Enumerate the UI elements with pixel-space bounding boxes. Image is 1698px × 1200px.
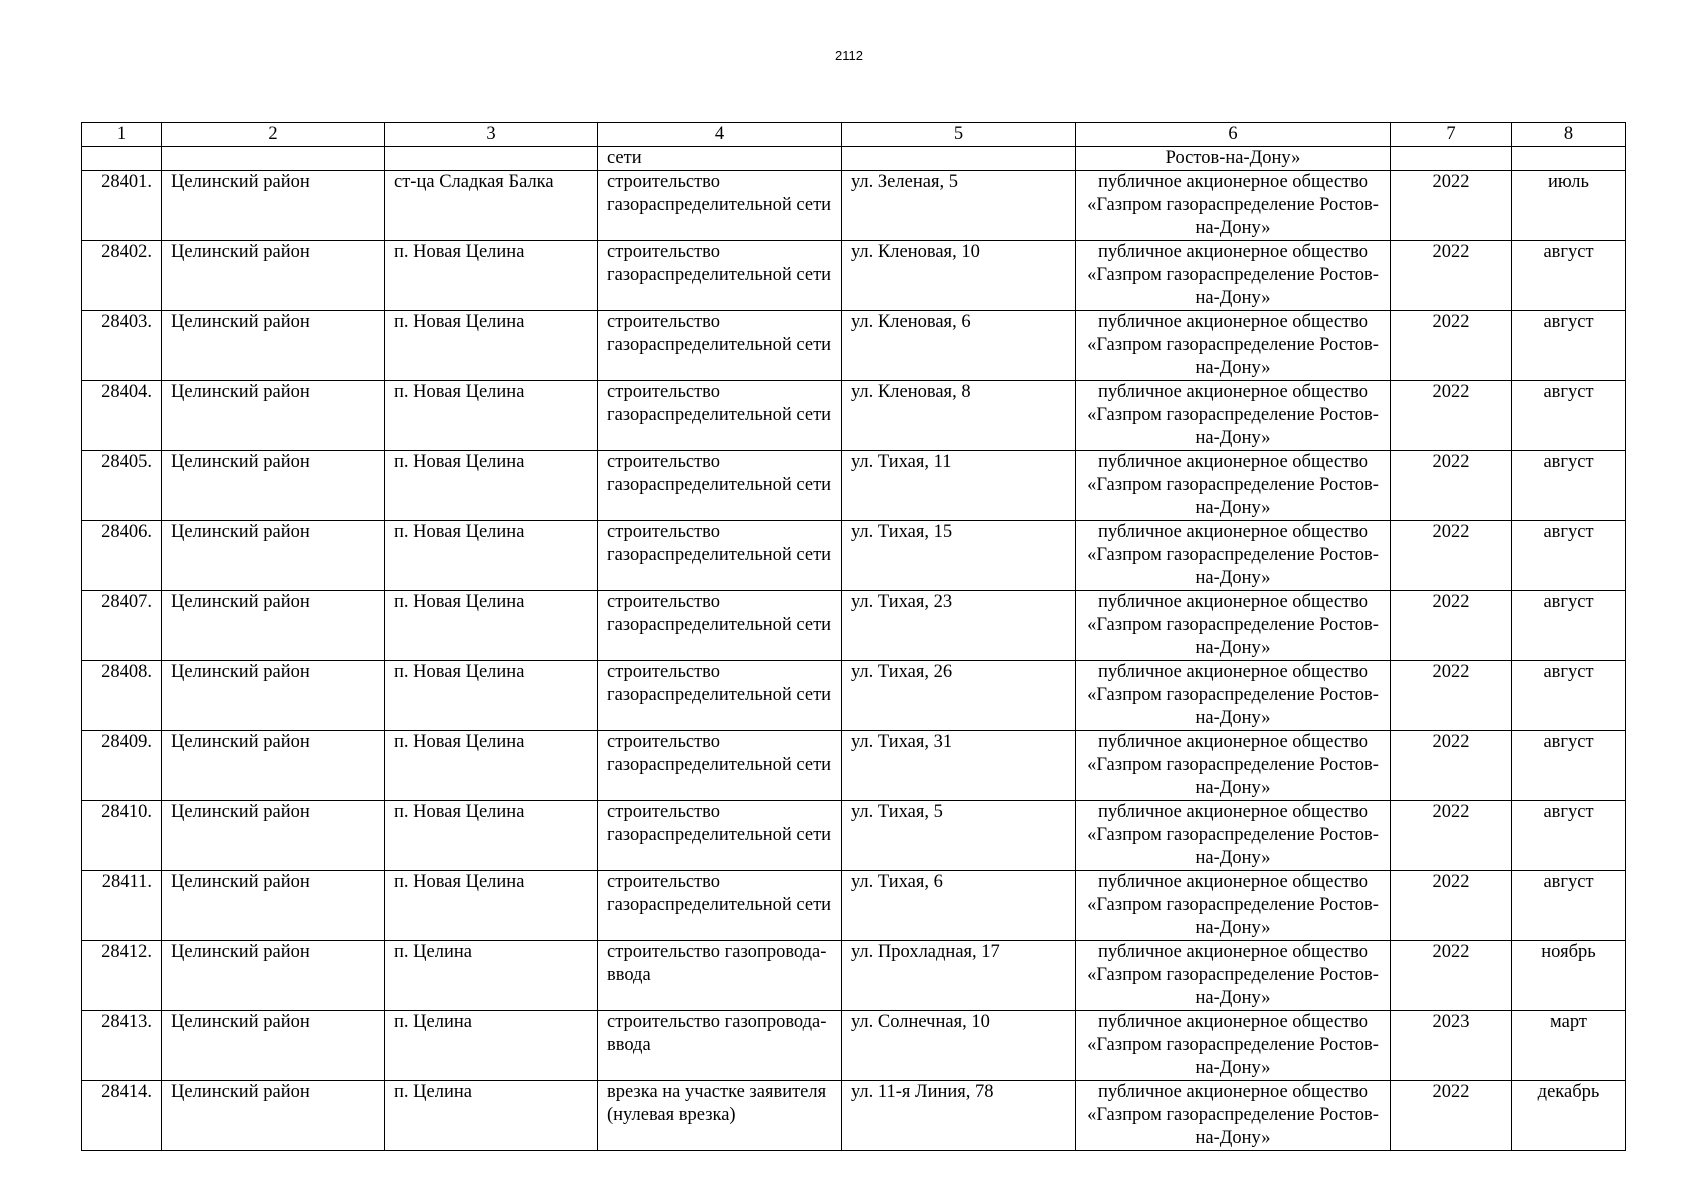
address-cell: ул. Тихая, 15: [842, 521, 1076, 591]
table-row: [82, 1081, 1626, 1151]
header-cell: 3: [385, 123, 598, 147]
work-type-cell: строительство газораспределительной сети: [598, 171, 842, 241]
settlement-cell: п. Новая Целина: [385, 871, 598, 941]
month-cell: август: [1512, 661, 1626, 731]
month-cell: август: [1512, 871, 1626, 941]
settlement-cell: п. Новая Целина: [385, 801, 598, 871]
month-cell: август: [1512, 241, 1626, 311]
organization-cell: публичное акционерное общество «Газпром газораспределение Ростов-на-Дону»: [1076, 1081, 1391, 1151]
district-cell: Целинский район: [162, 521, 385, 591]
organization-cell: публичное акционерное общество «Газпром газораспределение Ростов-на-Дону»: [1076, 801, 1391, 871]
header-cell: 1: [82, 123, 162, 147]
settlement-cell: п. Новая Целина: [385, 731, 598, 801]
header-cell: 2: [162, 123, 385, 147]
address-cell: ул. Тихая, 11: [842, 451, 1076, 521]
table-row: [82, 381, 1626, 451]
table-row: [82, 171, 1626, 241]
address-cell: ул. Тихая, 5: [842, 801, 1076, 871]
row-number-cell: 28407.: [82, 591, 162, 661]
row-number-cell: 28408.: [82, 661, 162, 731]
address-cell: ул. Зеленая, 5: [842, 171, 1076, 241]
organization-cell: публичное акционерное общество «Газпром газораспределение Ростов-на-Дону»: [1076, 241, 1391, 311]
table-row: [82, 731, 1626, 801]
organization-cell: публичное акционерное общество «Газпром газораспределение Ростов-на-Дону»: [1076, 451, 1391, 521]
year-cell: 2022: [1391, 171, 1512, 241]
year-cell: 2022: [1391, 1081, 1512, 1151]
work-type-cell: строительство газораспределительной сети: [598, 591, 842, 661]
month-cell: август: [1512, 731, 1626, 801]
year-cell: 2022: [1391, 941, 1512, 1011]
address-cell: ул. Тихая, 26: [842, 661, 1076, 731]
work-type-cell: строительство газораспределительной сети: [598, 521, 842, 591]
month-cell: август: [1512, 591, 1626, 661]
organization-cell: публичное акционерное общество «Газпром газораспределение Ростов-на-Дону»: [1076, 941, 1391, 1011]
address-cell: ул. Тихая, 31: [842, 731, 1076, 801]
table-row: [82, 591, 1626, 661]
continuation-row: [82, 147, 1626, 171]
table-row: [82, 801, 1626, 871]
organization-cell: публичное акционерное общество «Газпром газораспределение Ростов-на-Дону»: [1076, 1011, 1391, 1081]
district-cell: Целинский район: [162, 381, 385, 451]
empty-cell: [1391, 147, 1512, 171]
page-number: 2112: [835, 48, 863, 63]
work-type-cell: строительство газораспределительной сети: [598, 731, 842, 801]
table-row: [82, 1011, 1626, 1081]
organization-cell: публичное акционерное общество «Газпром газораспределение Ростов-на-Дону»: [1076, 731, 1391, 801]
row-number-cell: 28403.: [82, 311, 162, 381]
month-cell: июль: [1512, 171, 1626, 241]
header-cell: 6: [1076, 123, 1391, 147]
settlement-cell: п. Новая Целина: [385, 311, 598, 381]
address-cell: ул. Тихая, 23: [842, 591, 1076, 661]
header-cell: 5: [842, 123, 1076, 147]
header-cell: 7: [1391, 123, 1512, 147]
organization-cell: Ростов-на-Дону»: [1076, 147, 1391, 171]
work-type-cell: строительство газопровода-ввода: [598, 941, 842, 1011]
year-cell: 2022: [1391, 241, 1512, 311]
district-cell: Целинский район: [162, 661, 385, 731]
data-table: [81, 122, 1626, 1151]
settlement-cell: п. Целина: [385, 1011, 598, 1081]
work-type-cell: строительство газораспределительной сети: [598, 871, 842, 941]
district-cell: Целинский район: [162, 241, 385, 311]
table-row: [82, 521, 1626, 591]
empty-cell: [1512, 147, 1626, 171]
district-cell: Целинский район: [162, 591, 385, 661]
year-cell: 2022: [1391, 871, 1512, 941]
row-number-cell: 28412.: [82, 941, 162, 1011]
empty-cell: [842, 147, 1076, 171]
district-cell: Целинский район: [162, 1011, 385, 1081]
row-number-cell: 28404.: [82, 381, 162, 451]
year-cell: 2022: [1391, 521, 1512, 591]
table-row: [82, 661, 1626, 731]
organization-cell: публичное акционерное общество «Газпром газораспределение Ростов-на-Дону»: [1076, 591, 1391, 661]
organization-cell: публичное акционерное общество «Газпром газораспределение Ростов-на-Дону»: [1076, 171, 1391, 241]
empty-cell: [82, 147, 162, 171]
district-cell: Целинский район: [162, 941, 385, 1011]
address-cell: ул. Солнечная, 10: [842, 1011, 1076, 1081]
settlement-cell: п. Целина: [385, 1081, 598, 1151]
address-cell: ул. Тихая, 6: [842, 871, 1076, 941]
empty-cell: [385, 147, 598, 171]
work-type-cell: строительство газораспределительной сети: [598, 311, 842, 381]
table-row: [82, 451, 1626, 521]
header-cell: 4: [598, 123, 842, 147]
year-cell: 2022: [1391, 311, 1512, 381]
organization-cell: публичное акционерное общество «Газпром газораспределение Ростов-на-Дону»: [1076, 311, 1391, 381]
year-cell: 2022: [1391, 381, 1512, 451]
work-type-cell: сети: [598, 147, 842, 171]
settlement-cell: п. Новая Целина: [385, 591, 598, 661]
work-type-cell: строительство газораспределительной сети: [598, 381, 842, 451]
table-row: [82, 941, 1626, 1011]
year-cell: 2023: [1391, 1011, 1512, 1081]
address-cell: ул. Кленовая, 10: [842, 241, 1076, 311]
year-cell: 2022: [1391, 451, 1512, 521]
work-type-cell: строительство газораспределительной сети: [598, 661, 842, 731]
settlement-cell: п. Новая Целина: [385, 451, 598, 521]
year-cell: 2022: [1391, 731, 1512, 801]
row-number-cell: 28401.: [82, 171, 162, 241]
month-cell: август: [1512, 311, 1626, 381]
work-type-cell: строительство газораспределительной сети: [598, 241, 842, 311]
settlement-cell: п. Новая Целина: [385, 521, 598, 591]
work-type-cell: строительство газораспределительной сети: [598, 451, 842, 521]
month-cell: ноябрь: [1512, 941, 1626, 1011]
year-cell: 2022: [1391, 801, 1512, 871]
empty-cell: [162, 147, 385, 171]
month-cell: декабрь: [1512, 1081, 1626, 1151]
organization-cell: публичное акционерное общество «Газпром газораспределение Ростов-на-Дону»: [1076, 871, 1391, 941]
work-type-cell: строительство газопровода-ввода: [598, 1011, 842, 1081]
settlement-cell: п. Целина: [385, 941, 598, 1011]
settlement-cell: ст-ца Сладкая Балка: [385, 171, 598, 241]
year-cell: 2022: [1391, 661, 1512, 731]
year-cell: 2022: [1391, 591, 1512, 661]
table-row: [82, 241, 1626, 311]
row-number-cell: 28402.: [82, 241, 162, 311]
month-cell: август: [1512, 381, 1626, 451]
district-cell: Целинский район: [162, 871, 385, 941]
address-cell: ул. Кленовая, 6: [842, 311, 1076, 381]
row-number-cell: 28409.: [82, 731, 162, 801]
column-number-header-row: [82, 123, 1626, 147]
row-number-cell: 28413.: [82, 1011, 162, 1081]
address-cell: ул. 11-я Линия, 78: [842, 1081, 1076, 1151]
row-number-cell: 28411.: [82, 871, 162, 941]
district-cell: Целинский район: [162, 171, 385, 241]
district-cell: Целинский район: [162, 451, 385, 521]
header-cell: 8: [1512, 123, 1626, 147]
month-cell: август: [1512, 451, 1626, 521]
month-cell: август: [1512, 521, 1626, 591]
settlement-cell: п. Новая Целина: [385, 381, 598, 451]
table-row: [82, 311, 1626, 381]
address-cell: ул. Кленовая, 8: [842, 381, 1076, 451]
row-number-cell: 28414.: [82, 1081, 162, 1151]
month-cell: август: [1512, 801, 1626, 871]
organization-cell: публичное акционерное общество «Газпром газораспределение Ростов-на-Дону»: [1076, 521, 1391, 591]
district-cell: Целинский район: [162, 801, 385, 871]
district-cell: Целинский район: [162, 311, 385, 381]
organization-cell: публичное акционерное общество «Газпром газораспределение Ростов-на-Дону»: [1076, 661, 1391, 731]
work-type-cell: строительство газораспределительной сети: [598, 801, 842, 871]
row-number-cell: 28406.: [82, 521, 162, 591]
address-cell: ул. Прохладная, 17: [842, 941, 1076, 1011]
work-type-cell: врезка на участке заявителя (нулевая врезка): [598, 1081, 842, 1151]
table-row: [82, 871, 1626, 941]
district-cell: Целинский район: [162, 731, 385, 801]
settlement-cell: п. Новая Целина: [385, 241, 598, 311]
month-cell: март: [1512, 1011, 1626, 1081]
row-number-cell: 28410.: [82, 801, 162, 871]
row-number-cell: 28405.: [82, 451, 162, 521]
organization-cell: публичное акционерное общество «Газпром газораспределение Ростов-на-Дону»: [1076, 381, 1391, 451]
settlement-cell: п. Новая Целина: [385, 661, 598, 731]
district-cell: Целинский район: [162, 1081, 385, 1151]
